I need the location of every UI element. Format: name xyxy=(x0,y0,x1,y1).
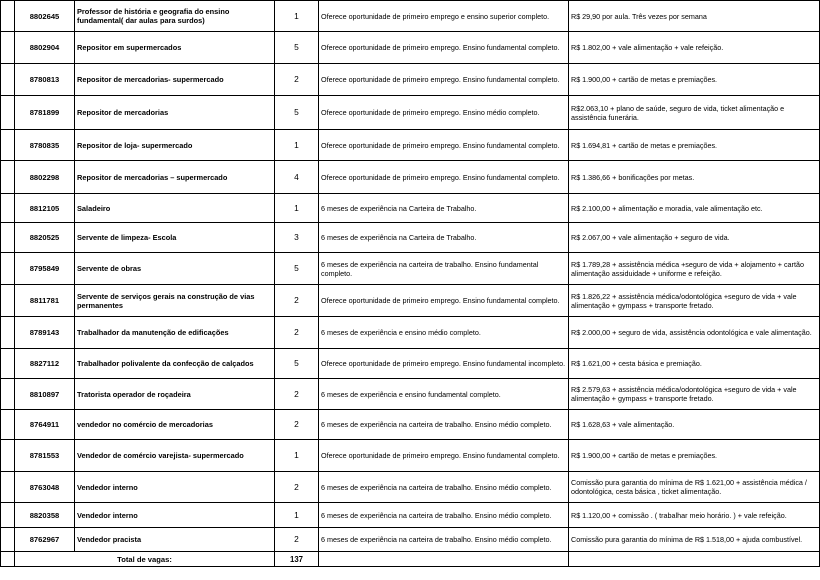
blank-cell xyxy=(1,194,15,223)
total-row xyxy=(1,552,820,567)
salary-benefits: R$ 1.120,00 + comissão . ( trabalhar meio horário. ) + vale refeição. xyxy=(569,503,820,528)
empty-cell xyxy=(319,552,569,567)
blank-cell xyxy=(1,379,15,410)
table-row xyxy=(1,317,820,349)
requirements: Oferece oportunidade de primeiro emprego. Ensino fundamental completo. xyxy=(319,32,569,64)
vacancy-count: 5 xyxy=(275,349,319,379)
blank-cell xyxy=(1,349,15,379)
table-row xyxy=(1,194,820,223)
vacancy-code: 8780835 xyxy=(15,130,75,161)
vacancy-code: 8795849 xyxy=(15,253,75,285)
vacancy-code: 8802645 xyxy=(15,1,75,32)
blank-cell xyxy=(1,528,15,552)
table-row xyxy=(1,472,820,503)
job-title: Servente de obras xyxy=(75,253,275,285)
job-title: Servente de serviços gerais na construção de vias permanentes xyxy=(75,285,275,317)
requirements: 6 meses de experiência e ensino médio completo. xyxy=(319,317,569,349)
empty-cell xyxy=(569,552,820,567)
job-title: Saladeiro xyxy=(75,194,275,223)
salary-benefits: R$ 2.000,00 + seguro de vida, assistência odontológica e vale alimentação. xyxy=(569,317,820,349)
vacancy-code: 8781899 xyxy=(15,96,75,130)
vacancy-count: 5 xyxy=(275,32,319,64)
requirements: 6 meses de experiência na carteira de trabalho. Ensino médio completo. xyxy=(319,528,569,552)
job-title: Vendedor interno xyxy=(75,472,275,503)
job-title: Repositor de mercadorias xyxy=(75,96,275,130)
vacancy-count: 2 xyxy=(275,528,319,552)
table-row xyxy=(1,503,820,528)
table-body xyxy=(1,1,820,552)
requirements: 6 meses de experiência na carteira de trabalho. Ensino médio completo. xyxy=(319,472,569,503)
salary-benefits: R$ 1.802,00 + vale alimentação + vale refeição. xyxy=(569,32,820,64)
blank-cell xyxy=(1,130,15,161)
table-row xyxy=(1,223,820,253)
vacancy-count: 1 xyxy=(275,130,319,161)
vacancy-count: 2 xyxy=(275,64,319,96)
requirements: Oferece oportunidade de primeiro emprego. Ensino fundamental completo. xyxy=(319,64,569,96)
blank-cell xyxy=(1,503,15,528)
salary-benefits: R$ 1.621,00 + cesta básica e premiação. xyxy=(569,349,820,379)
table-row xyxy=(1,161,820,194)
blank-cell xyxy=(1,285,15,317)
vacancy-count: 5 xyxy=(275,253,319,285)
requirements: Oferece oportunidade de primeiro emprego. Ensino fundamental completo. xyxy=(319,440,569,472)
blank-cell xyxy=(1,253,15,285)
job-title: Vendedor de comércio varejista- supermercado xyxy=(75,440,275,472)
table-row xyxy=(1,1,820,32)
vacancy-count: 1 xyxy=(275,1,319,32)
job-title: Vendedor interno xyxy=(75,503,275,528)
job-title: Trabalhador polivalente da confecção de calçados xyxy=(75,349,275,379)
vacancy-code: 8764911 xyxy=(15,410,75,440)
salary-benefits: R$ 1.628,63 + vale alimentação. xyxy=(569,410,820,440)
requirements: 6 meses de experiência na carteira de trabalho. Ensino fundamental completo. xyxy=(319,253,569,285)
table-row xyxy=(1,96,820,130)
vacancy-code: 8827112 xyxy=(15,349,75,379)
total-label: Total de vagas: xyxy=(15,552,275,567)
vacancy-count: 2 xyxy=(275,317,319,349)
blank-cell xyxy=(1,440,15,472)
blank-cell xyxy=(1,472,15,503)
table-row xyxy=(1,410,820,440)
job-title: Repositor em supermercados xyxy=(75,32,275,64)
requirements: Oferece oportunidade de primeiro emprego. Ensino médio completo. xyxy=(319,96,569,130)
vacancy-count: 5 xyxy=(275,96,319,130)
job-title: Tratorista operador de roçadeira xyxy=(75,379,275,410)
salary-benefits: R$ 1.900,00 + cartão de metas e premiações. xyxy=(569,64,820,96)
vacancy-count: 2 xyxy=(275,379,319,410)
table-row xyxy=(1,440,820,472)
job-title: Repositor de loja- supermercado xyxy=(75,130,275,161)
blank-cell xyxy=(1,552,15,567)
blank-cell xyxy=(1,223,15,253)
table-row xyxy=(1,64,820,96)
blank-cell xyxy=(1,317,15,349)
salary-benefits: R$ 2.100,00 + alimentação e moradia, vale alimentação etc. xyxy=(569,194,820,223)
vacancy-code: 8762967 xyxy=(15,528,75,552)
requirements: Oferece oportunidade de primeiro emprego. Ensino fundamental incompleto. xyxy=(319,349,569,379)
requirements: 6 meses de experiência na carteira de trabalho. Ensino médio completo. xyxy=(319,410,569,440)
salary-benefits: R$ 1.826,22 + assistência médica/odontológica +seguro de vida + vale alimentação + gympass + transporte fretado. xyxy=(569,285,820,317)
vacancy-count: 2 xyxy=(275,410,319,440)
table-row xyxy=(1,32,820,64)
salary-benefits: R$ 1.386,66 + bonificações por metas. xyxy=(569,161,820,194)
vacancy-count: 2 xyxy=(275,285,319,317)
job-title: Repositor de mercadorias – supermercado xyxy=(75,161,275,194)
requirements: 6 meses de experiência na carteira de trabalho. Ensino médio completo. xyxy=(319,503,569,528)
table-row xyxy=(1,379,820,410)
blank-cell xyxy=(1,161,15,194)
vacancy-count: 1 xyxy=(275,503,319,528)
job-title: Repositor de mercadorias- supermercado xyxy=(75,64,275,96)
vacancy-code: 8811781 xyxy=(15,285,75,317)
requirements: Oferece oportunidade de primeiro emprego e ensino superior completo. xyxy=(319,1,569,32)
vacancy-code: 8802298 xyxy=(15,161,75,194)
table-row xyxy=(1,253,820,285)
vacancy-code: 8820525 xyxy=(15,223,75,253)
requirements: 6 meses de experiência na Carteira de Trabalho. xyxy=(319,194,569,223)
table-row xyxy=(1,349,820,379)
salary-benefits: Comissão pura garantia do mínima de R$ 1.518,00 + ajuda combustível. xyxy=(569,528,820,552)
job-title: Trabalhador da manutenção de edificações xyxy=(75,317,275,349)
blank-cell xyxy=(1,410,15,440)
vacancy-code: 8781553 xyxy=(15,440,75,472)
salary-benefits: R$2.063,10 + plano de saúde, seguro de vida, ticket alimentação e assistência funerária. xyxy=(569,96,820,130)
blank-cell xyxy=(1,1,15,32)
salary-benefits: R$ 1.789,28 + assistência médica +seguro de vida + alojamento + cartão alimentação assiduidade + uniforme e refeição. xyxy=(569,253,820,285)
table-row xyxy=(1,285,820,317)
vacancy-code: 8820358 xyxy=(15,503,75,528)
vacancy-count: 3 xyxy=(275,223,319,253)
salary-benefits: R$ 1.694,81 + cartão de metas e premiações. xyxy=(569,130,820,161)
salary-benefits: Comissão pura garantia do mínima de R$ 1.621,00 + assistência médica / odontológica, cesta básica , ticket alimentação. xyxy=(569,472,820,503)
requirements: 6 meses de experiência e ensino fundamental completo. xyxy=(319,379,569,410)
salary-benefits: R$ 1.900,00 + cartão de metas e premiações. xyxy=(569,440,820,472)
blank-cell xyxy=(1,96,15,130)
requirements: Oferece oportunidade de primeiro emprego. Ensino fundamental completo. xyxy=(319,161,569,194)
job-title: vendedor no comércio de mercadorias xyxy=(75,410,275,440)
salary-benefits: R$ 2.579,63 + assistência médica/odontológica +seguro de vida + vale alimentação + gympass + transporte fretado. xyxy=(569,379,820,410)
vacancy-code: 8780813 xyxy=(15,64,75,96)
job-title: Servente de limpeza- Escola xyxy=(75,223,275,253)
vacancy-code: 8802904 xyxy=(15,32,75,64)
job-title: Professor de história e geografia do ensino fundamental( dar aulas para surdos) xyxy=(75,1,275,32)
total-value: 137 xyxy=(275,552,319,567)
vacancy-code: 8763048 xyxy=(15,472,75,503)
vacancy-count: 4 xyxy=(275,161,319,194)
salary-benefits: R$ 2.067,00 + vale alimentação + seguro de vida. xyxy=(569,223,820,253)
requirements: Oferece oportunidade de primeiro emprego. Ensino fundamental completo. xyxy=(319,130,569,161)
vacancy-code: 8789143 xyxy=(15,317,75,349)
vacancy-count: 1 xyxy=(275,440,319,472)
blank-cell xyxy=(1,32,15,64)
job-title: Vendedor pracista xyxy=(75,528,275,552)
requirements: 6 meses de experiência na Carteira de Trabalho. xyxy=(319,223,569,253)
requirements: Oferece oportunidade de primeiro emprego. Ensino fundamental completo. xyxy=(319,285,569,317)
vacancy-code: 8810897 xyxy=(15,379,75,410)
table-row xyxy=(1,528,820,552)
salary-benefits: R$ 29,90 por aula. Três vezes por semana xyxy=(569,1,820,32)
vacancy-code: 8812105 xyxy=(15,194,75,223)
vacancy-count: 2 xyxy=(275,472,319,503)
table-row xyxy=(1,130,820,161)
vacancy-count: 1 xyxy=(275,194,319,223)
blank-cell xyxy=(1,64,15,96)
